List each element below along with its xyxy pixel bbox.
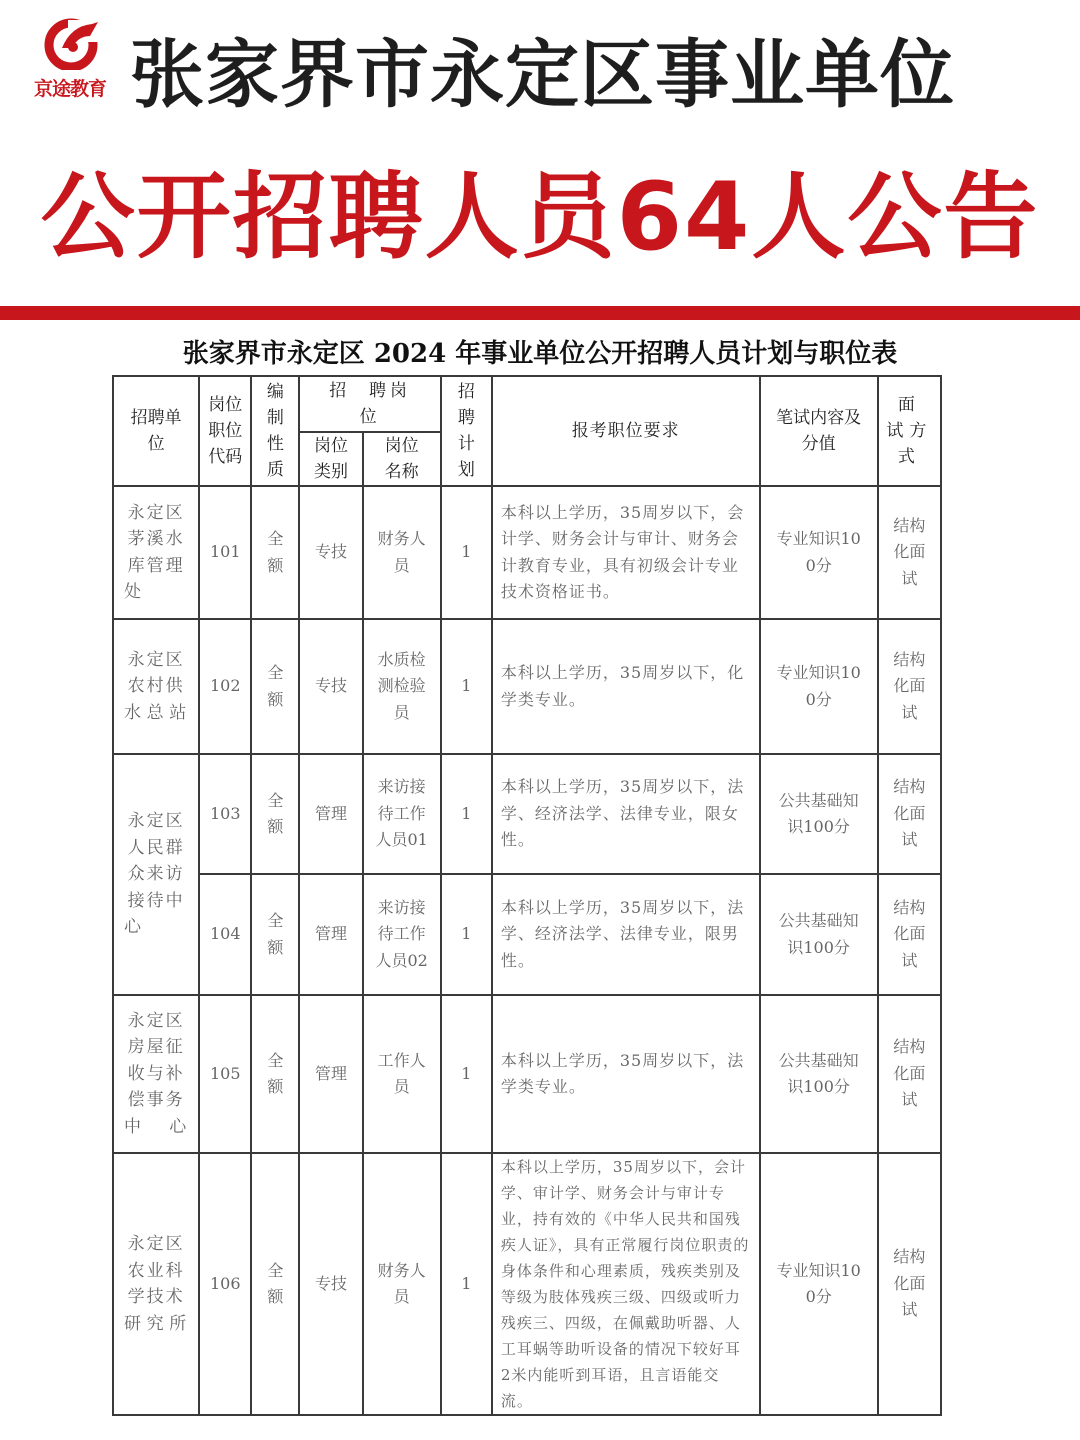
cell-count: 1 [441, 754, 492, 874]
title-line-1: 张家界市永定区事业单位 [130, 32, 955, 118]
header-nature: 编制性质 [251, 376, 299, 486]
cell-nature: 全额 [251, 1153, 299, 1415]
jingtu-logo-icon [42, 18, 100, 70]
cell-interview: 结构化面试 [878, 486, 941, 619]
cell-category: 专技 [299, 1153, 362, 1415]
cell-code: 105 [199, 995, 251, 1153]
cell-requirements: 本科以上学历，35周岁以下，法学类专业。 [492, 995, 760, 1153]
cell-nature: 全额 [251, 619, 299, 754]
cell-requirements: 本科以上学历，35周岁以下，法学、经济法学、法律专业，限女性。 [492, 754, 760, 874]
divider-bar [0, 306, 1080, 320]
cell-requirements: 本科以上学历，35周岁以下，会计学、审计学、财务会计与审计专业，持有效的《中华人民共和国残疾人证》，具有正常履行岗位职责的身体条件和心理素质，残疾类别及等级为肢体残疾三级、四级或听力残疾三、四级，在佩戴助听器、人工耳蜗等助听设备的情况下较好耳2米内能听到耳语，且言语能交流。 [492, 1153, 760, 1415]
table-row [113, 995, 941, 1153]
cell-count: 1 [441, 995, 492, 1153]
cell-code: 106 [199, 1153, 251, 1415]
cell-nature: 全额 [251, 486, 299, 619]
cell-category: 专技 [299, 486, 362, 619]
cell-count: 1 [441, 619, 492, 754]
header-interview: 面 试方 式 [878, 376, 941, 486]
header-exam: 笔试内容及分值 [760, 376, 878, 486]
cell-interview: 结构化面试 [878, 995, 941, 1153]
cell-position: 来访接待工作人员02 [363, 874, 441, 995]
header-recruit-position: 招 聘岗 位 [299, 376, 440, 432]
cell-unit: 永定区人民群众来访接待中心 [113, 754, 199, 995]
cell-code: 103 [199, 754, 251, 874]
cell-unit: 永定区茅溪水库管理处 [113, 486, 199, 619]
table-row [113, 486, 941, 619]
title-line-2: 公开招聘人员64人公告 [40, 163, 1040, 272]
cell-category: 管理 [299, 874, 362, 995]
cell-category: 管理 [299, 754, 362, 874]
table-row [113, 754, 941, 874]
header-count: 招聘计划 [441, 376, 492, 486]
cell-nature: 全额 [251, 874, 299, 995]
cell-interview: 结构化面试 [878, 874, 941, 995]
cell-nature: 全额 [251, 754, 299, 874]
cell-code: 104 [199, 874, 251, 995]
header-position-name: 岗位名称 [363, 432, 441, 486]
header-category: 岗位类别 [299, 432, 362, 486]
cell-position: 来访接待工作人员01 [363, 754, 441, 874]
header-code: 岗位职位代码 [199, 376, 251, 486]
cell-position: 财务人员 [363, 486, 441, 619]
table-row [113, 1153, 941, 1415]
recruitment-table [112, 375, 942, 1416]
cell-exam: 公共基础知识100分 [760, 754, 878, 874]
cell-count: 1 [441, 1153, 492, 1415]
cell-interview: 结构化面试 [878, 1153, 941, 1415]
cell-unit: 永定区房屋征收与补偿事务中心 [113, 995, 199, 1153]
cell-exam: 专业知识100分 [760, 486, 878, 619]
cell-count: 1 [441, 874, 492, 995]
table-title: 张家界市永定区 2024 年事业单位公开招聘人员计划与职位表 [182, 339, 898, 369]
table-row [113, 874, 941, 995]
cell-position: 财务人员 [363, 1153, 441, 1415]
header-requirements: 报考职位要求 [492, 376, 760, 486]
logo-text: 京途教育 [33, 78, 106, 100]
cell-position: 工作人员 [363, 995, 441, 1153]
cell-unit: 永定区农业科学技术研究所 [113, 1153, 199, 1415]
brand-logo [14, 18, 126, 100]
cell-exam: 专业知识100分 [760, 619, 878, 754]
cell-requirements: 本科以上学历，35周岁以下，法学、经济法学、法律专业，限男性。 [492, 874, 760, 995]
cell-category: 管理 [299, 995, 362, 1153]
cell-interview: 结构化面试 [878, 619, 941, 754]
cell-exam: 公共基础知识100分 [760, 874, 878, 995]
cell-category: 专技 [299, 619, 362, 754]
cell-nature: 全额 [251, 995, 299, 1153]
cell-exam: 专业知识100分 [760, 1153, 878, 1415]
cell-code: 102 [199, 619, 251, 754]
cell-requirements: 本科以上学历，35周岁以下，化学类专业。 [492, 619, 760, 754]
cell-exam: 公共基础知识100分 [760, 995, 878, 1153]
cell-count: 1 [441, 486, 492, 619]
header-unit: 招聘单位 [113, 376, 199, 486]
cell-requirements: 本科以上学历，35周岁以下，会计学、财务会计与审计、财务会计教育专业，具有初级会计专业技术资格证书。 [492, 486, 760, 619]
cell-position: 水质检测检验员 [363, 619, 441, 754]
cell-unit: 永定区农村供水总站 [113, 619, 199, 754]
cell-code: 101 [199, 486, 251, 619]
cell-interview: 结构化面试 [878, 754, 941, 874]
table-row [113, 619, 941, 754]
